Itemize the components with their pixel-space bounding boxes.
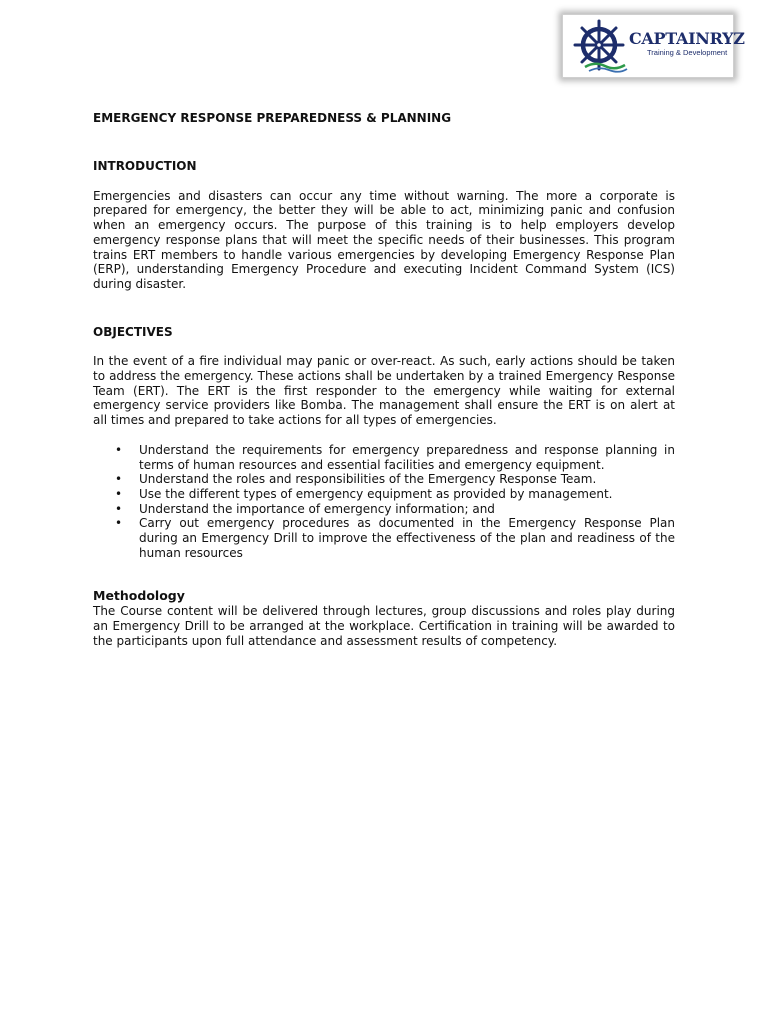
logo-tagline: Training & Development [647,48,728,57]
company-logo [562,14,745,78]
list-item [115,442,675,472]
objective-text: Use the different types of emergency equipment as provided by management. [139,486,613,501]
list-item [115,486,675,502]
methodology-heading: Methodology [93,588,185,604]
list-item [115,501,675,517]
list-item [115,472,675,487]
objective-text: Understand the roles and responsibilities of the Emergency Response Team. [139,472,597,487]
objectives-list [93,443,675,561]
methodology-paragraph: The Course content will be delivered through lectures, group discussions and roles play during an Emergency Drill to be arranged at the workplace. Certification in training will be awarded to the participants upon full attendance and assessment results of competency. [93,604,675,648]
bullet-icon: • [115,486,123,501]
objective-text: Carry out emergency procedures as documented in the Emergency Response Plan during an Emergency Drill to improve the effectiveness of the plan and readiness of the human resources [139,516,675,560]
objective-text: Understand the importance of emergency information; and [139,501,495,516]
introduction-paragraph: Emergencies and disasters can occur any time without warning. The more a corporate is prepared for emergency, the better they will be able to act, minimizing panic and confusion when an emergency occurs. The purpose of this training is to help employers develop emergency response plans that will meet the specific needs of their businesses. This program trains ERT members to handle various emergencies by developing Emergency Response Plan (ERP), understanding Emergency Procedure and executing Incident Command System (ICS) during disaster. [93,188,675,291]
logo-company-name: CAPTAINRYZ [629,29,745,48]
ship-wheel-icon [571,19,631,75]
objectives-heading: OBJECTIVES [93,324,173,339]
introduction-heading: INTRODUCTION [93,159,197,173]
bullet-icon: • [115,472,123,487]
list-item [115,516,675,560]
bullet-icon: • [115,516,123,531]
document-body [93,111,675,648]
objectives-paragraph: In the event of a fire individual may panic or over-react. As such, early actions should be taken to address the emergency. These actions shall be undertaken by a trained Emergency Response Team (ERT). The ERT is the first responder to the emergency while waiting for external emergency service providers like Bomba. The management shall ensure the ERT is on alert at all times and prepared to take actions for all types of emergencies. [93,354,675,428]
bullet-icon: • [115,501,123,516]
objective-text: Understand the requirements for emergency preparedness and response planning in terms of human resources and essential facilities and emergency equipment. [139,442,675,472]
bullet-icon: • [115,442,123,457]
document-title: EMERGENCY RESPONSE PREPAREDNESS & PLANNING [93,111,452,125]
